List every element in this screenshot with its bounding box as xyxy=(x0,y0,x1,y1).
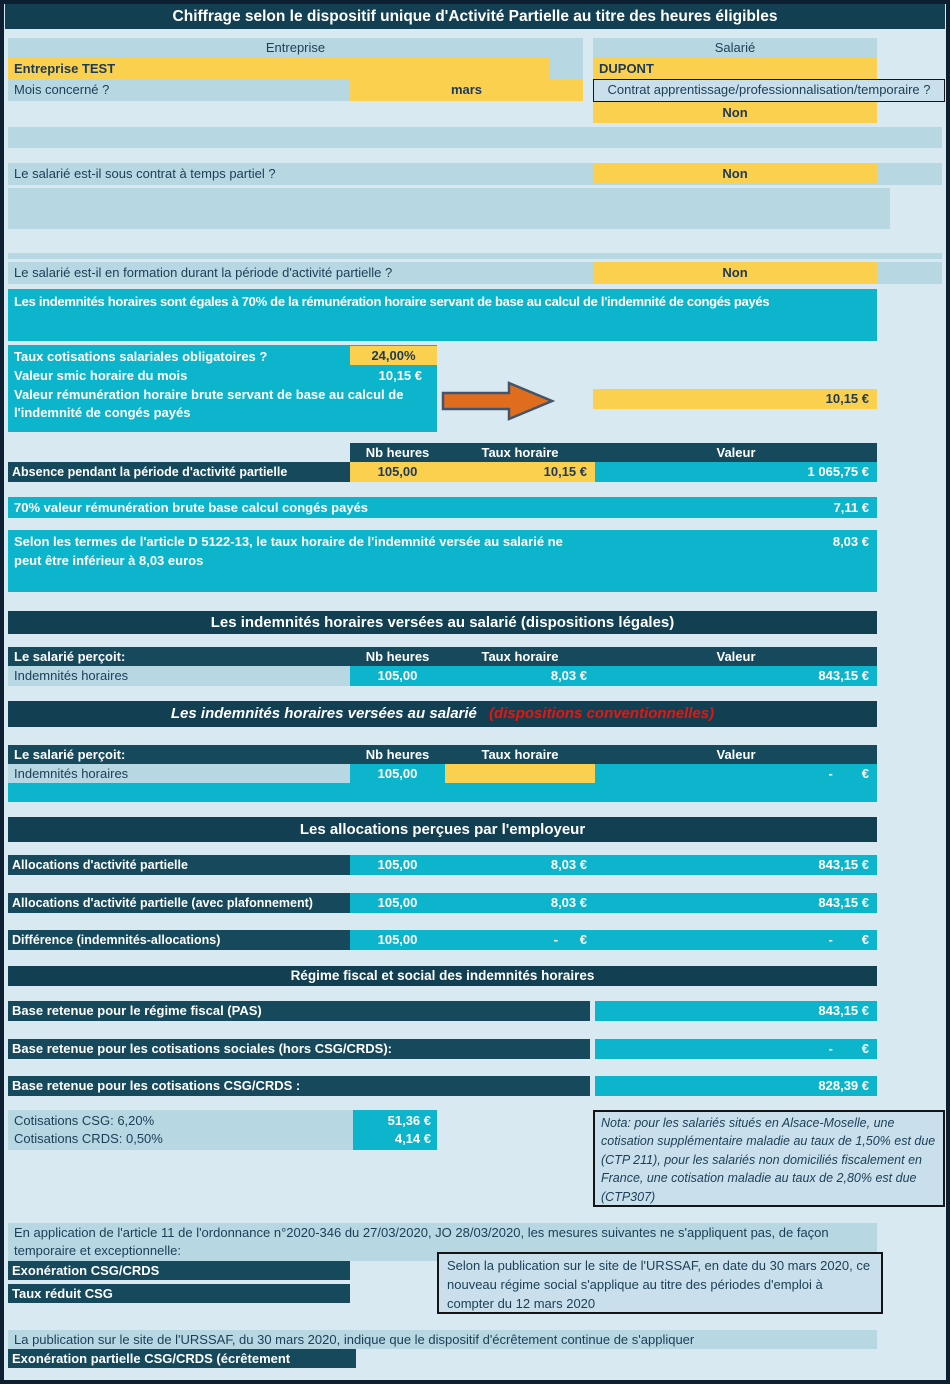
absence-taux-cell[interactable]: 10,15 € xyxy=(445,462,595,482)
seventy-row xyxy=(8,497,877,518)
urssaf-box: Selon la publication sur le site de l'URSSAF, en date du 30 mars 2020, ce nouveau régime social s'applique au titre des périodes d'emploi à compter du 12 mars 2020 xyxy=(437,1252,883,1314)
regime-row-value: 843,15 € xyxy=(595,1001,877,1021)
employer-row-label: Différence (indemnités-allocations) xyxy=(8,930,350,950)
arrow-right-icon xyxy=(441,381,555,421)
header-taux-horaire: Taux horaire xyxy=(481,445,559,460)
contrat-value-cell[interactable]: Non xyxy=(593,102,877,123)
salarie-header: Salarié xyxy=(593,38,877,58)
conventional-title-red: (dispositions conventionnelles) xyxy=(489,705,715,722)
crds-label: Cotisations CRDS: 0,50% xyxy=(14,1131,163,1146)
band-row xyxy=(8,188,890,229)
article-line2: peut être inférieur à 8,03 euros xyxy=(14,553,204,568)
absence-nb-cell[interactable]: 105,00 xyxy=(350,462,445,482)
salarie-value-cell[interactable]: DUPONT xyxy=(593,58,877,79)
employer-nb-cell: 105,00 xyxy=(350,893,445,913)
regime-row-label: Base retenue pour les cotisations sociales (hors CSG/CRDS): xyxy=(8,1039,590,1059)
legal-percoit-label: Le salarié perçoit: xyxy=(14,649,126,664)
conventional-nb-cell: 105,00 xyxy=(350,764,445,783)
contrat-question-label: Contrat apprentissage/professionnalisation/temporaire ? xyxy=(593,79,945,102)
formation-value-cell[interactable]: Non xyxy=(593,262,877,283)
conventional-band xyxy=(8,783,877,802)
band-row xyxy=(8,253,942,259)
smic-label: Valeur smic horaire du mois xyxy=(14,368,188,383)
employer-taux-cell: - € xyxy=(445,930,595,950)
header-nb-heures: Nb heures xyxy=(365,747,430,762)
remu-value-cell[interactable]: 10,15 € xyxy=(593,389,877,409)
remu-label-line2: l'indemnité de congés payés xyxy=(14,405,191,420)
employer-section-title: Les allocations perçues par l'employeur xyxy=(8,817,877,842)
employer-valeur-cell: 843,15 € xyxy=(595,855,877,875)
csg-label: Cotisations CSG: 6,20% xyxy=(14,1113,155,1128)
absence-row-label: Absence pendant la période d'activité partielle xyxy=(8,462,350,482)
conventional-section-title xyxy=(8,701,877,727)
header-valeur: Valeur xyxy=(716,649,756,664)
band-row xyxy=(8,127,942,148)
employer-nb-cell: 105,00 xyxy=(350,855,445,875)
legal-section-title: Les indemnités horaires versées au salarié (dispositions légales) xyxy=(8,611,877,634)
employer-taux-cell: 8,03 € xyxy=(445,893,595,913)
exoneration-csg-bar: Exonération CSG/CRDS xyxy=(8,1261,350,1280)
article-value: 8,03 € xyxy=(832,534,869,549)
seventy-label: 70% valeur rémunération brute base calcul congés payés xyxy=(14,500,369,515)
legal-row-label: Indemnités horaires xyxy=(8,666,350,686)
smic-value: 10,15 € xyxy=(378,368,422,383)
regime-row-value: - € xyxy=(595,1039,877,1059)
regime-row-label: Base retenue pour le régime fiscal (PAS) xyxy=(8,1001,590,1021)
exoneration-partielle-bar: Exonération partielle CSG/CRDS (écrêtement xyxy=(8,1349,356,1368)
ecretement-text: La publication sur le site de l'URSSAF, du 30 mars 2020, indique que le dispositif d'écrêtement continue de s'appliquer xyxy=(8,1330,877,1349)
employer-row-label: Allocations d'activité partielle xyxy=(8,855,350,875)
seventy-value: 7,11 € xyxy=(833,500,869,515)
header-nb-heures: Nb heures xyxy=(365,445,430,460)
mois-value-cell[interactable]: mars xyxy=(350,79,583,101)
temps-partiel-question: Le salarié est-il sous contrat à temps partiel ? xyxy=(8,163,942,185)
employer-valeur-cell: 843,15 € xyxy=(595,893,877,913)
conventional-percoit-label: Le salarié perçoit: xyxy=(14,747,126,762)
entreprise-header: Entreprise xyxy=(8,38,583,58)
header-nb-heures: Nb heures xyxy=(365,649,430,664)
header-valeur: Valeur xyxy=(716,445,756,460)
csg-value: 51,36 € xyxy=(387,1113,431,1128)
legal-taux-cell: 8,03 € xyxy=(445,666,595,686)
nota-box: Nota: pour les salariés situés en Alsace-Moselle, une cotisation supplémentaire maladie au taux de 1,50% est due (CTP 211), pour les salariés non domiciliés fiscalement en France, une cotisation maladie au taux de 2,80% est due (CTP307) xyxy=(593,1110,945,1207)
formation-question: Le salarié est-il en formation durant la période d'activité partielle ? xyxy=(8,262,942,284)
employer-nb-cell: 105,00 xyxy=(350,930,445,950)
page-title: Chiffrage selon le dispositif unique d'Activité Partielle au titre des heures éligibles xyxy=(5,4,945,29)
legal-nb-cell: 105,00 xyxy=(350,666,445,686)
spacer-cell xyxy=(550,58,583,79)
taux-reduit-bar: Taux réduit CSG xyxy=(8,1284,350,1303)
article-line1: Selon les termes de l'article D 5122-13, le taux horaire de l'indemnité versée au salarié ne xyxy=(14,534,563,549)
header-valeur: Valeur xyxy=(716,747,756,762)
taux-cotisations-cell[interactable]: 24,00% xyxy=(350,346,437,365)
legal-valeur-cell: 843,15 € xyxy=(595,666,877,686)
employer-taux-cell: 8,03 € xyxy=(445,855,595,875)
conventional-taux-input-cell[interactable] xyxy=(445,764,595,783)
temps-partiel-value-cell[interactable]: Non xyxy=(593,163,877,184)
article-block xyxy=(8,530,877,592)
header-taux-horaire: Taux horaire xyxy=(481,747,559,762)
entreprise-value-cell[interactable]: Entreprise TEST xyxy=(8,58,550,79)
conventional-row-label: Indemnités horaires xyxy=(8,764,350,783)
ordonnance-text: En application de l'article 11 de l'ordonnance n°2020-346 du 27/03/2020, JO 28/03/2020, les mesures suivantes ne s'appliquent pas, de façon temporaire et exceptionnelle: xyxy=(8,1223,877,1261)
info-70-banner: Les indemnités horaires sont égales à 70% de la rémunération horaire servant de base au calcul de l'indemnité de congés payés xyxy=(8,289,877,341)
remu-label-line1: Valeur rémunération horaire brute servant de base au calcul de xyxy=(14,387,404,402)
regime-row-value: 828,39 € xyxy=(595,1076,877,1096)
taux-cotisations-label: Taux cotisations salariales obligatoires ? xyxy=(14,349,268,364)
absence-valeur-cell: 1 065,75 € xyxy=(595,462,877,482)
employer-row-label: Allocations d'activité partielle (avec plafonnement) xyxy=(8,893,350,913)
conventional-valeur-cell: - € xyxy=(595,764,877,783)
header-taux-horaire: Taux horaire xyxy=(481,649,559,664)
conventional-title-white: Les indemnités horaires versées au salarié xyxy=(170,705,477,722)
employer-valeur-cell: - € xyxy=(595,930,877,950)
regime-section-title: Régime fiscal et social des indemnités horaires xyxy=(8,966,877,986)
regime-row-label: Base retenue pour les cotisations CSG/CRDS : xyxy=(8,1076,590,1096)
crds-value: 4,14 € xyxy=(394,1131,431,1146)
mois-label: Mois concerné ? xyxy=(8,79,350,101)
